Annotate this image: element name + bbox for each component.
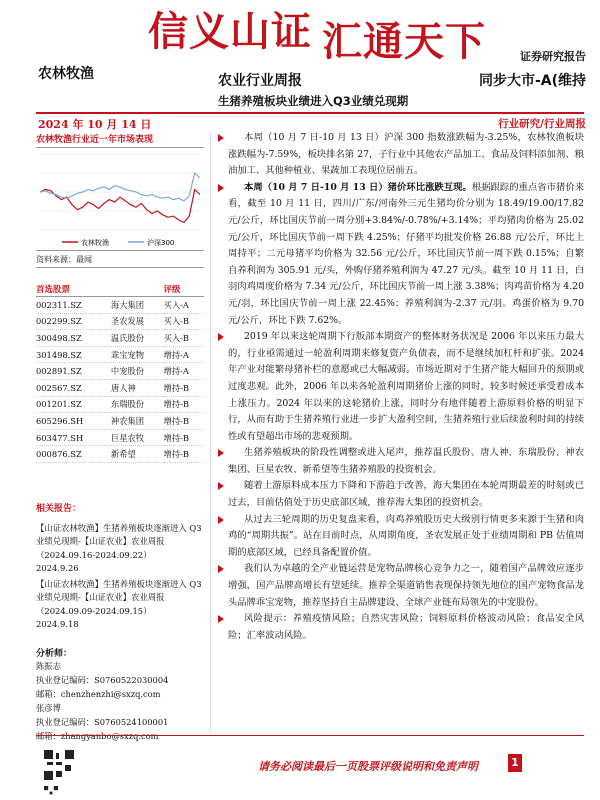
stock-name: 温氏股份 <box>111 330 164 347</box>
bullet-arrow-icon <box>218 134 224 142</box>
bullet-arrow-icon <box>218 482 224 490</box>
stock-name: 海大集团 <box>111 297 164 314</box>
stock-row <box>36 429 204 446</box>
chart-heading: 农林牧渔行业近一年市场表现 <box>36 135 154 145</box>
stock-code: 002891.SZ <box>36 363 111 380</box>
stock-name: 新希望 <box>111 446 164 463</box>
report-type: 证券研究报告 <box>520 50 586 63</box>
stock-code: 002299.SZ <box>36 313 111 330</box>
report-date: 2024 年 10 月 14 日 <box>38 118 152 131</box>
stocks-header-rating: 评级 <box>164 282 204 297</box>
body-paragraph <box>218 512 584 562</box>
paragraph-text: 我们认为卓越的全产业链运营是宠物品牌核心竞争力之一，随着国产品牌效应逐步增强，国产品牌高增长有望延续。推荐全渠道销售表现保持领先地位的国产宠物食品龙头品牌乖宝宠物，推荐坚持自主品牌建设、全球产业链布局领先的中宠股份。 <box>228 563 584 608</box>
footer-disclaimer: 请务必阅读最后一页股票评级说明和免责声明 <box>258 760 478 773</box>
body-paragraph <box>218 445 584 478</box>
stock-row <box>36 346 204 363</box>
report-title: 农业行业周报 <box>218 73 302 89</box>
stock-row <box>36 413 204 430</box>
brand-logo: 信义山证 汇通天下 <box>148 8 486 65</box>
stock-name: 中宠股份 <box>111 363 164 380</box>
header-divider <box>36 112 584 114</box>
stock-row <box>36 379 204 396</box>
legend-label-hs300: 沪深300 <box>147 239 175 247</box>
body-paragraph <box>218 561 584 611</box>
body-paragraph <box>218 611 584 644</box>
main-content <box>218 130 584 644</box>
bullet-arrow-icon <box>218 565 224 573</box>
paragraph-lead: 本周（10 月 7 日-10 月 13 日）猪价环比涨跌互现。 <box>244 181 472 193</box>
stock-row <box>36 363 204 380</box>
related-report-1[interactable]: 【山证农林牧渔】生猪养殖板块逐渐进入 Q3 业绩兑现期-【山证农业】农业周报（2024.09.16-2024.09.22） 2024.9.26 <box>36 522 202 574</box>
stock-name: 圣农发展 <box>111 313 164 330</box>
stock-name: 神农集团 <box>111 413 164 430</box>
related-reports-heading: 相关报告： <box>36 503 82 514</box>
paragraph-text: 根据跟踪的重点省市猪价来看，截至 10 月 11 日，四川/广东/河南外三元生猪均价分别为 18.49/19.00/17.82 元/公斤，环比国庆节前一周分别+3.84%/-0.78%/+3.14%；平均猪肉价格为 25.02 元/公斤，环比国庆节前一周下跌 4.25%；仔猪平均批发价格 26.88 元/公斤，环比上周持平；二元母猪平均价格为 32.56 元/公斤，环比国庆节前一周下跌 0.15%；自繁自养利润为 305.91 元/头，外购仔猪养殖利润为 47.27 元/头。截至 10 月 11 日，白羽肉鸡周度价格为 7.34 元/公斤，环比国庆节前一周上涨 3.38%；肉鸡苗价格为 4.20 元/羽，环比国庆节前一周上涨 22.45%；养殖利润为-2.37 元/羽。鸡蛋价格为 9.70 元/公斤，环比下跌 7.62%。 <box>228 181 584 326</box>
report-category: 行业研究/行业周报 <box>498 118 586 130</box>
stock-row <box>36 446 204 463</box>
paragraph-text: 从过去三轮周期的历史复盘来看，肉鸡养殖股历史大级别行情更多来源于生猪和肉鸡的“周期共振”。站在目前时点，从周期角度，圣农发展正处于业绩周期和 PB 估值周期的底部区域，已经具备配置价值。 <box>228 513 584 558</box>
paragraph-text: 风险提示：养殖疫情风险；自然灾害风险；饲料原料价格波动风险；食品安全风险；汇率波动风险。 <box>228 613 584 641</box>
bullet-arrow-icon <box>218 333 224 341</box>
stock-rating: 买入-B <box>164 330 204 347</box>
stock-rating: 增持-A <box>164 346 204 363</box>
performance-chart <box>36 147 204 251</box>
series-line-agri <box>40 190 200 223</box>
paragraph-text: 本周（10 月 7 日-10 月 13 日）沪深 300 指数涨跌幅为-3.25%，农林牧渔板块涨跌幅为-7.59%，板块排名第 27，子行业中其他农产品加工、食品及饲料添加剂、粮油加工、其他种植业、果蔬加工表现位居前五。 <box>228 132 584 177</box>
stocks-header-name: 首选股票 <box>36 282 111 297</box>
paragraph-text: 2019 年以来这轮周期下行版部本期资产的整体财务状况是 2006 年以来压力最大的，行业亟需通过一轮盈利周期来修复资产负债表，而不是继续加杠杆和扩张。2024 年产业对能繁母猪补栏的意愿或已大幅减弱。市场近期对于生猪产能大幅回升的预期或过度悲观。此外，2006 年以来各轮盈利周期猪价上涨的同时，较多时候还承受着成本上涨压力。2024 年以来的这轮猪价上涨，同时分有地伴随着上游原料价格的明显下行，从而有助于生猪养殖行业进一步扩大盈利空间，生猪养殖行业后续盈利时间的持续性或有望超出市场的悲观预期。 <box>228 331 584 442</box>
stock-name: 东瑞股份 <box>111 396 164 413</box>
bullet-arrow-icon <box>218 449 224 457</box>
stock-rating: 增持-B <box>164 429 204 446</box>
stock-rating: 买入-B <box>164 313 204 330</box>
body-paragraph <box>218 478 584 511</box>
preferred-stocks-table <box>36 282 204 463</box>
analyst-1-email[interactable]: 邮箱：chenzhenzhi@sxzq.com <box>36 688 161 699</box>
stock-rating: 增持-B <box>164 413 204 430</box>
body-paragraph <box>218 329 584 445</box>
stock-row <box>36 297 204 314</box>
chart-source: 资料来源：最闻 <box>36 254 204 268</box>
stock-code: 002567.SZ <box>36 379 111 396</box>
stock-rating: 增持-A <box>164 363 204 380</box>
stock-rating: 买入-A <box>164 297 204 314</box>
stock-row <box>36 313 204 330</box>
body-paragraph <box>218 180 584 329</box>
body-paragraph <box>218 130 584 180</box>
stock-code: 301498.SZ <box>36 346 111 363</box>
analyst-1: 陈振志 执业登记编码：S0760522030004 邮箱：chenzhenzhi@sxzq.com 张彦博 执业登记编码：S0760524100001 <box>36 659 204 743</box>
analysts-heading: 分析师： <box>36 648 73 659</box>
stock-code: 603477.SH <box>36 429 111 446</box>
stock-code: 001201.SZ <box>36 396 111 413</box>
stock-rating: 增持-B <box>164 379 204 396</box>
paragraph-text: 随着上游原料成本压力下降和下游趋于改善，海大集团在本轮周期最差的时刻或已过去，目前估值处于历史底部区域，推荐海大集团的投资机会。 <box>228 480 584 509</box>
performance-chart-svg <box>36 148 204 250</box>
column-divider <box>210 132 211 732</box>
bullet-arrow-icon <box>218 615 224 623</box>
page-number: 1 <box>508 754 522 772</box>
stock-name: 巨星农牧 <box>111 429 164 446</box>
bullet-arrow-icon <box>218 184 224 192</box>
stock-rating: 增持-B <box>164 446 204 463</box>
sidebar <box>36 132 204 743</box>
industry-rating: 同步大市-A(维持 <box>478 73 586 89</box>
qr-code-icon <box>44 750 74 780</box>
stock-code: 002311.SZ <box>36 297 111 314</box>
stock-rating: 增持-B <box>164 396 204 413</box>
stock-code: 000876.SZ <box>36 446 111 463</box>
related-report-2[interactable]: 【山证农林牧渔】生猪养殖板块逐渐进入 Q3 业绩兑现期-【山证农业】农业周报（2024.09.09-2024.09.15） 2024.9.18 <box>36 578 202 630</box>
qr-code-small-icon <box>44 786 58 800</box>
stock-row <box>36 396 204 413</box>
stock-row <box>36 330 204 347</box>
sector-label: 农林牧渔 <box>38 66 94 82</box>
stock-name: 乖宝宠物 <box>111 346 164 363</box>
paragraph-text: 生猪养殖板块的阶段性调整或进入尾声，推荐温氏股份、唐人神、东瑞股份、神农集团、巨星农牧、新希望等生猪养殖股的投资机会。 <box>228 447 584 475</box>
footer-divider <box>36 735 584 736</box>
stock-code: 605296.SH <box>36 413 111 430</box>
bullet-arrow-icon <box>218 516 224 524</box>
report-subtitle: 生猪养殖板块业绩进入Q3业绩兑现期 <box>218 94 409 108</box>
stock-name: 唐人神 <box>111 379 164 396</box>
legend-label-agri: 农林牧渔 <box>81 239 109 247</box>
stock-code: 300498.SZ <box>36 330 111 347</box>
